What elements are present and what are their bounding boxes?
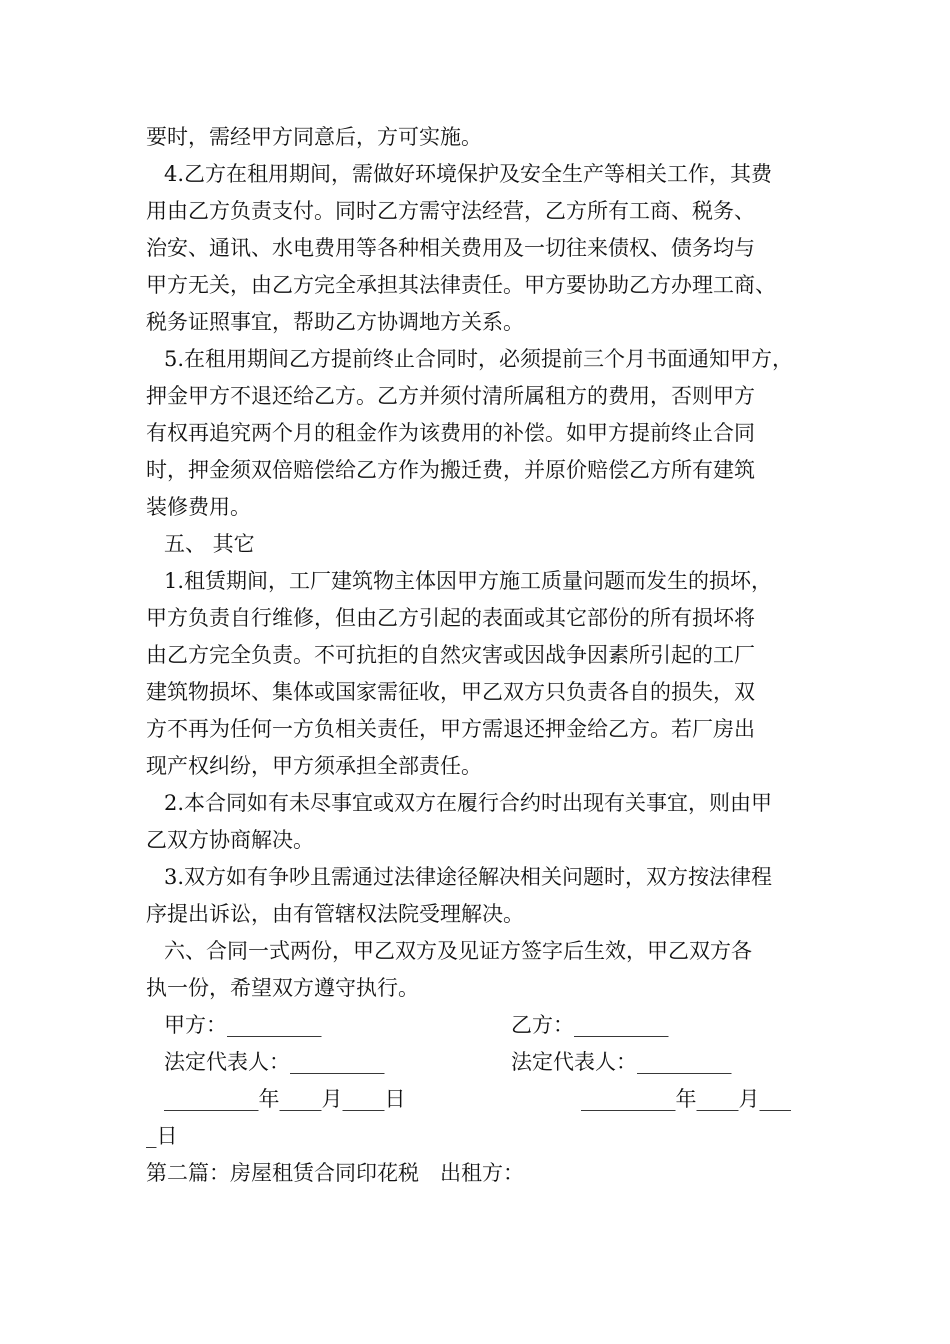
body-line: 建筑物损坏、集体或国家需征收，甲乙双方只负责各自的损失，双 bbox=[146, 680, 755, 704]
party-b-signature: 乙方：_________ bbox=[511, 1013, 669, 1037]
body-line: 装修费用。 bbox=[146, 495, 251, 519]
body-line: 押金甲方不退还给乙方。乙方并须付清所属租方的费用，否则甲方 bbox=[146, 384, 755, 408]
clause-3-line: 3.双方如有争吵且需通过法律途径解决相关问题时，双方按法律程 bbox=[164, 865, 773, 889]
body-line: 甲方无关，由乙方完全承担其法律责任。甲方要协助乙方办理工商、 bbox=[146, 273, 776, 297]
clause-4-line: 4.乙方在租用期间，需做好环境保护及安全生产等相关工作，其费 bbox=[164, 162, 773, 186]
section-heading-6: 六、合同一式两份，甲乙双方及见证方签字后生效，甲乙双方各 bbox=[164, 939, 752, 963]
body-line: 用由乙方负责支付。同时乙方需守法经营，乙方所有工商、税务、 bbox=[146, 199, 755, 223]
party-a-date: _________年____月____日 bbox=[164, 1087, 406, 1111]
party-a-representative: 法定代表人：_________ bbox=[164, 1050, 385, 1074]
body-line: 治安、通讯、水电费用等各种相关费用及一切往来债权、债务均与 bbox=[146, 236, 755, 260]
party-b-representative: 法定代表人：_________ bbox=[511, 1050, 732, 1074]
clause-1-line: 1.租赁期间，工厂建筑物主体因甲方施工质量问题而发生的损坏， bbox=[164, 569, 773, 593]
body-line: 税务证照事宜，帮助乙方协调地方关系。 bbox=[146, 310, 524, 334]
body-line: 由乙方完全负责。不可抗拒的自然灾害或因战争因素所引起的工厂 bbox=[146, 643, 755, 667]
body-line: 方不再为任何一方负相关责任，甲方需退还押金给乙方。若厂房出 bbox=[146, 717, 755, 741]
next-section-heading: 第二篇：房屋租赁合同印花税 出租方： bbox=[146, 1161, 524, 1185]
party-b-date-continued: _日 bbox=[146, 1124, 178, 1148]
body-line: 甲方负责自行维修，但由乙方引起的表面或其它部份的所有损坏将 bbox=[146, 606, 755, 630]
body-line: 执一份，希望双方遵守执行。 bbox=[146, 976, 419, 1000]
clause-5-line: 5.在租用期间乙方提前终止合同时，必须提前三个月书面通知甲方， bbox=[164, 347, 794, 371]
section-heading-5: 五、 其它 bbox=[164, 532, 255, 556]
clause-2-line: 2.本合同如有未尽事宜或双方在履行合约时出现有关事宜，则由甲 bbox=[164, 791, 773, 815]
body-line: 序提出诉讼，由有管辖权法院受理解决。 bbox=[146, 902, 524, 926]
body-line: 有权再追究两个月的租金作为该费用的补偿。如甲方提前终止合同 bbox=[146, 421, 755, 445]
body-line: 乙双方协商解决。 bbox=[146, 828, 314, 852]
party-a-signature: 甲方：_________ bbox=[164, 1013, 322, 1037]
body-line: 现产权纠纷，甲方须承担全部责任。 bbox=[146, 754, 482, 778]
body-line: 要时，需经甲方同意后，方可实施。 bbox=[146, 125, 482, 149]
body-line: 时，押金须双倍赔偿给乙方作为搬迁费，并原价赔偿乙方所有建筑 bbox=[146, 458, 755, 482]
party-b-date: _________年____月___ bbox=[581, 1087, 791, 1111]
